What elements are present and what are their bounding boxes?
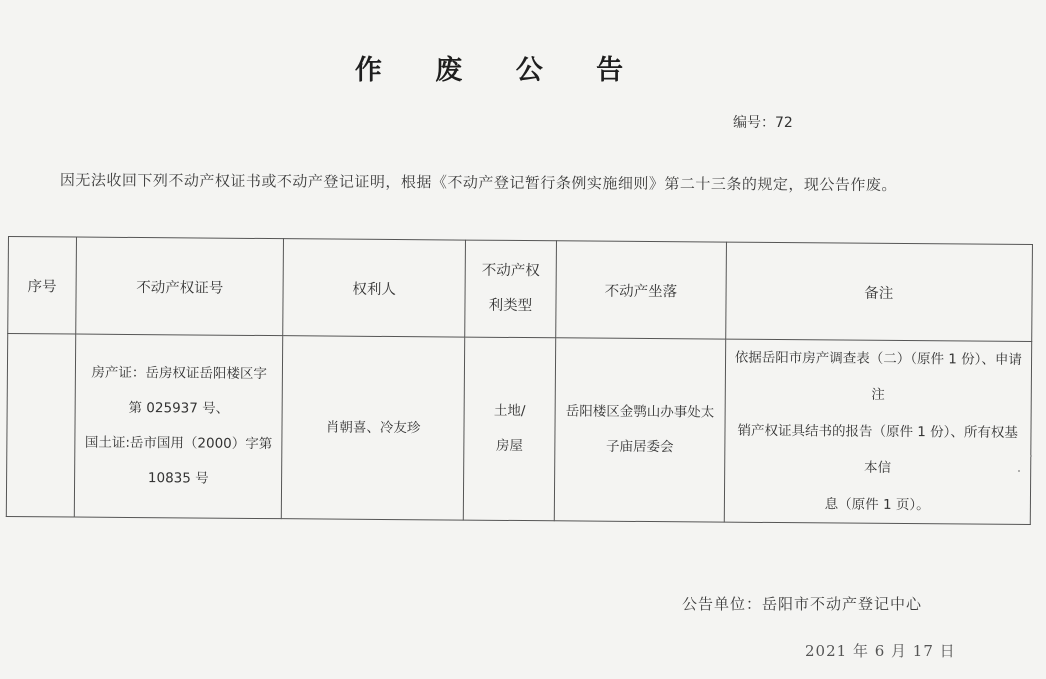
header-cert-no: 不动产权证号 [76, 237, 284, 336]
header-seq: 序号 [8, 237, 77, 335]
cert-line-4: 10835 号 [147, 470, 209, 487]
header-remarks: 备注 [725, 242, 1032, 341]
cell-right-type [463, 337, 556, 521]
right-type-line-2: 房屋 [495, 437, 523, 455]
cell-holder: 肖朝喜、冷友珍 [282, 336, 465, 521]
header-location: 不动产坐落 [556, 241, 726, 339]
table-header-row [8, 237, 1033, 342]
page-title: 作 废 公 告 [354, 55, 646, 86]
header-right-type-line2: 利类型 [488, 297, 533, 315]
scan-speck [1018, 470, 1020, 472]
table-row [6, 334, 1031, 525]
issue-date: 2021 年 6 月 17 日 [805, 642, 956, 660]
remarks-line-3: 息（原件 1 页）。 [824, 496, 930, 513]
header-right-type [465, 240, 557, 338]
right-type-line-1: 土地/ [493, 402, 526, 420]
cell-seq [6, 334, 75, 518]
scan-speck [1030, 455, 1032, 457]
cell-location [554, 338, 725, 523]
header-holder: 权利人 [283, 239, 465, 337]
location-line-2: 子庙居委会 [605, 438, 674, 456]
cell-remarks [724, 339, 1032, 525]
cert-line-1: 房产证：岳房权证岳阳楼区字 [91, 364, 267, 382]
header-right-type-line1: 不动产权 [481, 262, 540, 280]
issuing-unit: 公告单位：岳阳市不动产登记中心 [682, 595, 923, 613]
cert-line-2: 第 025937 号、 [128, 399, 230, 417]
location-line-1: 岳阳楼区金鹗山办事处太 [565, 403, 715, 421]
void-certificate-table [6, 236, 1033, 525]
intro-paragraph: 因无法收回下列不动产权证书或不动产登记证明，根据《不动产登记暂行条例实施细则》第二十三条的规定，现公告作废。 [59, 170, 897, 195]
document-number: 编号：72 [733, 115, 793, 131]
void-certificate-table-wrapper [6, 236, 1036, 525]
cell-cert-no [74, 334, 283, 519]
cert-line-3: 国土证:岳市国用（2000）字第 [84, 434, 273, 453]
remarks-line-2: 销产权证具结书的报告（原件 1 份）、所有权基本信 [737, 422, 1019, 477]
remarks-line-1: 依据岳阳市房产调查表（二）（原件 1 份）、申请注 [734, 349, 1022, 404]
